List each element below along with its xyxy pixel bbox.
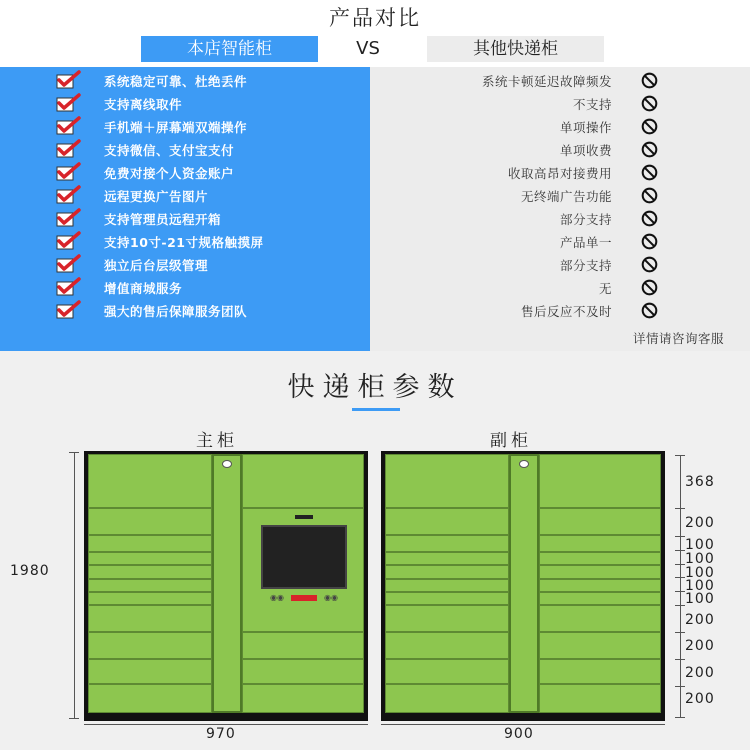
comparison-row	[0, 208, 750, 230]
red-checkmark-icon	[56, 300, 82, 320]
red-checkmark-icon	[56, 185, 82, 205]
title-underline	[352, 408, 400, 411]
dimension-tick	[675, 605, 685, 606]
row-height-dimension: 100	[685, 578, 715, 594]
prohibited-icon	[641, 256, 658, 273]
row-height-dimension: 200	[685, 691, 715, 707]
sub-cabinet	[381, 451, 665, 721]
our-feature-text: 支持管理员远程开箱	[104, 212, 222, 227]
our-feature-text: 手机端＋屏幕端双端操作	[104, 120, 248, 135]
locker-door	[385, 632, 509, 659]
prohibited-icon	[641, 210, 658, 227]
other-feature-text: 单项操作	[559, 120, 612, 135]
prohibited-icon	[641, 302, 658, 319]
locker-door	[88, 592, 212, 605]
other-feature-text: 不支持	[572, 97, 612, 112]
red-checkmark-icon	[56, 231, 82, 251]
dimension-tick	[69, 452, 79, 453]
row-height-dimension: 200	[685, 665, 715, 681]
our-feature-text: 支持离线取件	[104, 97, 183, 112]
row-height-dimension: 100	[685, 551, 715, 567]
locker-door	[385, 592, 509, 605]
prohibited-icon	[641, 95, 658, 112]
prohibited-icon	[641, 118, 658, 135]
locker-door	[385, 552, 509, 565]
prohibited-icon	[641, 233, 658, 250]
speaker-icon: ◉◉	[324, 593, 338, 602]
specs-title: 快递柜参数	[287, 372, 463, 403]
row-height-dimension: 100	[685, 565, 715, 581]
prohibited-icon	[641, 141, 658, 158]
height-dimension-line	[74, 452, 75, 718]
row-height-dimension: 200	[685, 638, 715, 654]
comparison-row	[0, 300, 750, 322]
cabinet-spine	[212, 454, 242, 713]
locker-door	[385, 508, 509, 535]
dimension-tick	[675, 508, 685, 509]
locker-door	[242, 684, 364, 713]
comparison-row	[0, 162, 750, 184]
our-feature-text: 增值商城服务	[104, 281, 183, 296]
other-feature-text: 无	[598, 281, 612, 296]
row-height-dimension: 200	[685, 515, 715, 531]
locker-door	[539, 454, 661, 508]
other-feature-text: 部分支持	[559, 258, 612, 273]
other-feature-text: 系统卡顿延迟故障频发	[481, 74, 612, 89]
red-checkmark-icon	[56, 277, 82, 297]
indicator-light	[519, 460, 529, 468]
locker-door	[88, 632, 212, 659]
locker-door	[539, 535, 661, 552]
locker-door	[539, 632, 661, 659]
locker-door	[385, 454, 509, 508]
page-title: 产品对比	[329, 6, 421, 30]
red-checkmark-icon	[56, 139, 82, 159]
locker-door	[242, 632, 364, 659]
locker-door	[88, 535, 212, 552]
comparison-row	[0, 139, 750, 161]
locker-door	[385, 605, 509, 632]
dimension-tick	[675, 564, 685, 565]
indicator-light	[222, 460, 232, 468]
comparison-row	[0, 185, 750, 207]
dimension-tick	[675, 659, 685, 660]
locker-door	[88, 659, 212, 684]
row-height-dimension: 368	[685, 474, 715, 490]
row-height-dimension: 100	[685, 591, 715, 607]
red-checkmark-icon	[56, 162, 82, 182]
locker-door	[385, 535, 509, 552]
red-checkmark-icon	[56, 70, 82, 90]
locker-door	[539, 659, 661, 684]
locker-door	[88, 508, 212, 535]
locker-door	[539, 552, 661, 565]
prohibited-icon	[641, 164, 658, 181]
red-checkmark-icon	[56, 208, 82, 228]
dimension-tick	[675, 536, 685, 537]
red-checkmark-icon	[56, 116, 82, 136]
locker-door	[385, 659, 509, 684]
locker-door	[242, 454, 364, 508]
dimension-tick	[675, 717, 685, 718]
speaker-icon: ◉◉	[270, 593, 284, 602]
scanner-window	[291, 595, 317, 601]
locker-door	[88, 579, 212, 592]
dimension-tick	[675, 577, 685, 578]
prohibited-icon	[641, 187, 658, 204]
comparison-row	[0, 277, 750, 299]
our-feature-text: 支持10寸-21寸规格触摸屏	[104, 235, 264, 250]
main-width-dimension: 970	[206, 726, 236, 742]
red-checkmark-icon	[56, 93, 82, 113]
comparison-table	[0, 67, 750, 351]
comparison-row	[0, 70, 750, 92]
other-product-label: 其他快递柜	[427, 36, 604, 62]
locker-door	[385, 565, 509, 579]
locker-door	[88, 552, 212, 565]
locker-door	[385, 684, 509, 713]
locker-door	[88, 565, 212, 579]
locker-door	[88, 684, 212, 713]
our-feature-text: 支持微信、支付宝支付	[104, 143, 235, 158]
dimension-tick	[675, 591, 685, 592]
card-slot	[295, 515, 313, 519]
prohibited-icon	[641, 72, 658, 89]
dimension-tick	[675, 686, 685, 687]
locker-door	[539, 684, 661, 713]
locker-door	[385, 579, 509, 592]
sub-width-line	[381, 724, 665, 725]
height-dimension: 1980	[10, 563, 50, 579]
main-cabinet-label: 主柜	[196, 431, 238, 451]
other-feature-text: 产品单一	[559, 235, 612, 250]
sub-width-dimension: 900	[504, 726, 534, 742]
row-height-dimension: 200	[685, 612, 715, 628]
cabinet-spine	[509, 454, 539, 713]
locker-door	[539, 605, 661, 632]
locker-door	[242, 659, 364, 684]
dimension-tick	[675, 455, 685, 456]
sub-cabinet-label: 副柜	[490, 431, 532, 451]
main-width-line	[84, 724, 368, 725]
comparison-row	[0, 116, 750, 138]
our-feature-text: 独立后台层级管理	[104, 258, 209, 273]
our-product-label: 本店智能柜	[141, 36, 318, 62]
dimension-tick	[675, 550, 685, 551]
locker-door	[88, 454, 212, 508]
dimension-tick	[675, 632, 685, 633]
right-dimension-line	[680, 455, 681, 717]
our-feature-text: 系统稳定可靠、杜绝丢件	[104, 74, 248, 89]
footnote: 详情请咨询客服	[632, 331, 724, 346]
locker-door	[539, 565, 661, 579]
our-feature-text: 远程更换广告图片	[104, 189, 209, 204]
other-feature-text: 无终端广告功能	[520, 189, 612, 204]
comparison-row	[0, 93, 750, 115]
our-feature-text: 免费对接个人资金账户	[104, 166, 235, 181]
locker-door	[539, 579, 661, 592]
our-feature-text: 强大的售后保障服务团队	[104, 304, 248, 319]
locker-door	[88, 605, 212, 632]
locker-door	[539, 592, 661, 605]
row-height-dimension: 100	[685, 537, 715, 553]
other-feature-text: 收取高昂对接费用	[507, 166, 612, 181]
prohibited-icon	[641, 279, 658, 296]
vs-label: VS	[356, 38, 380, 59]
main-cabinet	[84, 451, 368, 721]
locker-door	[539, 508, 661, 535]
red-checkmark-icon	[56, 254, 82, 274]
other-feature-text: 售后反应不及时	[520, 304, 612, 319]
touch-screen	[261, 525, 347, 589]
other-feature-text: 部分支持	[559, 212, 612, 227]
comparison-row	[0, 231, 750, 253]
dimension-tick	[69, 718, 79, 719]
comparison-row	[0, 254, 750, 276]
other-feature-text: 单项收费	[559, 143, 612, 158]
